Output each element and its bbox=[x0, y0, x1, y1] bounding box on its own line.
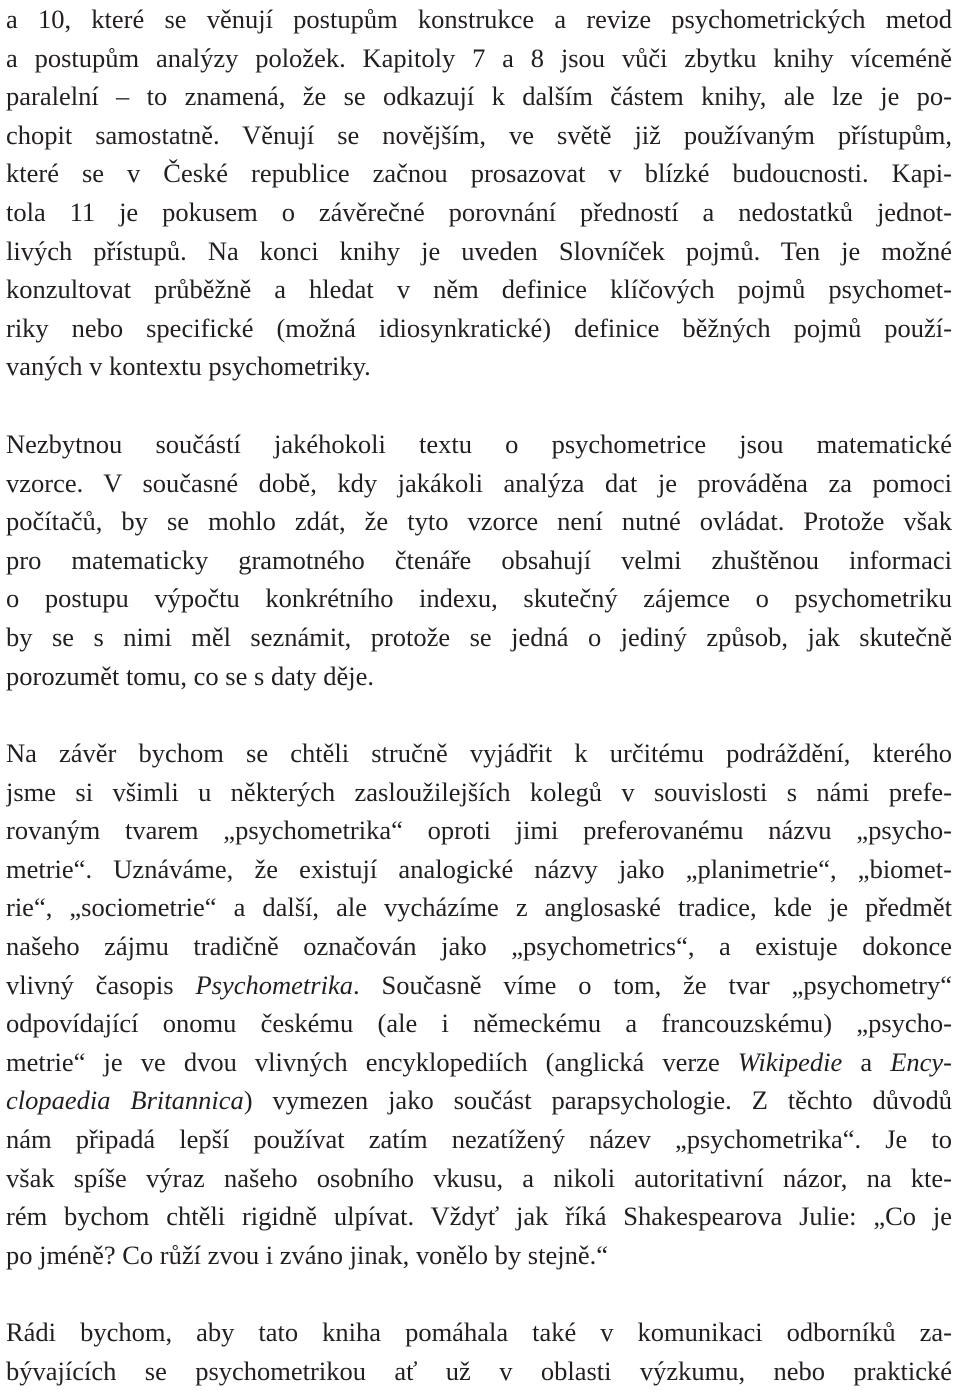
italic-text: Wikipedie bbox=[737, 1046, 843, 1077]
text-line bbox=[6, 1197, 952, 1236]
text-segment: porozumět tomu, co se s daty děje. bbox=[6, 660, 374, 691]
paragraph bbox=[6, 734, 952, 1274]
text-segment: rie“, „sociometrie“ a další, ale vycházíme z anglosaské tradice, kde je předmět bbox=[6, 892, 952, 923]
text-line bbox=[6, 464, 952, 503]
text-line bbox=[6, 811, 952, 850]
text-segment: Rádi bychom, aby tato kniha pomáhala také v komunikaci odborníků za- bbox=[6, 1317, 952, 1348]
text-segment: Na závěr bychom se chtěli stručně vyjádřit k určitému podráždění, kterého bbox=[6, 738, 952, 769]
text-segment: by se s nimi měl seznámit, protože se jedná o jediný způsob, jak skutečně bbox=[6, 621, 952, 652]
text-line bbox=[6, 232, 952, 271]
text-segment: odpovídající onomu českému (ale i německému a francouzskému) „psycho- bbox=[6, 1008, 952, 1039]
text-segment: metrie“ je ve dvou vlivných encyklopediích (anglická verze bbox=[6, 1046, 738, 1077]
text-line bbox=[6, 77, 952, 116]
text-segment: o postupu výpočtu konkrétního indexu, skutečný zájemce o psychometriku bbox=[6, 583, 952, 614]
text-line bbox=[6, 1236, 952, 1275]
text-segment: pro matematicky gramotného čtenáře obsahují velmi zhuštěnou informaci bbox=[6, 544, 952, 575]
text-line bbox=[6, 502, 952, 541]
text-segment: našeho zájmu tradičně označován jako „psychometrics“, a existuje dokonce bbox=[6, 931, 952, 962]
text-segment: bývajících se psychometrikou ať už v oblasti výzkumu, nebo praktické bbox=[6, 1356, 952, 1386]
text-segment: vzorce. V současné době, kdy jakákoli analýza dat je prováděna za pomoci bbox=[6, 467, 952, 498]
text-segment: paralelní – to znamená, že se odkazují k dalším částem knihy, ale lze je po- bbox=[6, 81, 952, 112]
text-line bbox=[6, 657, 952, 696]
text-segment: livých přístupů. Na konci knihy je uveden Slovníček pojmů. Ten je možné bbox=[6, 235, 952, 266]
text-segment: a bbox=[842, 1046, 891, 1077]
text-segment: tola 11 je pokusem o závěrečné porovnání předností a nedostatků jednot- bbox=[6, 196, 952, 227]
text-line bbox=[6, 39, 952, 78]
text-segment: nám připadá lepší používat zatím nezatížený název „psychometrika“. Je to bbox=[6, 1124, 952, 1155]
document-page bbox=[6, 0, 952, 1391]
text-segment: které se v České republice začnou prosazovat v blízké budoucnosti. Kapi- bbox=[6, 158, 952, 189]
text-line bbox=[6, 773, 952, 812]
text-segment: rém bychom chtěli rigidně ulpívat. Vždyť jak říká Shakespearova Julie: „Co je bbox=[6, 1201, 952, 1232]
text-line bbox=[6, 966, 952, 1005]
text-line bbox=[6, 888, 952, 927]
text-line bbox=[6, 1081, 952, 1120]
text-line bbox=[6, 116, 952, 155]
text-line bbox=[6, 1043, 952, 1082]
text-line bbox=[6, 1120, 952, 1159]
text-segment: však spíše výraz našeho osobního vkusu, a nikoli autoritativní názor, na kte- bbox=[6, 1162, 952, 1193]
text-segment: počítačů, by se mohlo zdát, že tyto vzorce není nutné ovládat. Protože však bbox=[6, 506, 952, 537]
text-line bbox=[6, 347, 952, 386]
text-segment: a 10, které se věnují postupům konstrukce a revize psychometrických metod bbox=[6, 4, 952, 34]
text-line bbox=[6, 193, 952, 232]
text-line bbox=[6, 270, 952, 309]
paragraph bbox=[6, 0, 952, 386]
text-line bbox=[6, 1352, 952, 1391]
text-line bbox=[6, 1159, 952, 1198]
text-line bbox=[6, 309, 952, 348]
paragraph-gap bbox=[6, 386, 952, 425]
italic-text: clopaedia Britannica bbox=[6, 1085, 244, 1116]
text-line bbox=[6, 618, 952, 657]
text-segment: rovaným tvarem „psychometrika“ oproti jimi preferovanému názvu „psycho- bbox=[6, 815, 952, 846]
text-line bbox=[6, 541, 952, 580]
text-line bbox=[6, 1313, 952, 1352]
text-line bbox=[6, 579, 952, 618]
text-line bbox=[6, 0, 952, 39]
paragraph-gap bbox=[6, 1274, 952, 1313]
text-segment: jsme si všimli u některých zasloužilejších kolegů v souvislosti s námi prefe- bbox=[6, 776, 952, 807]
text-line bbox=[6, 850, 952, 889]
text-segment: riky nebo specifické (možná idiosynkratické) definice běžných pojmů použí- bbox=[6, 312, 952, 343]
text-line bbox=[6, 734, 952, 773]
italic-text: Psychometrika bbox=[195, 969, 353, 1000]
text-segment: chopit samostatně. Věnují se novějším, ve světě již používaným přístupům, bbox=[6, 119, 952, 150]
paragraph bbox=[6, 425, 952, 695]
italic-text: Ency- bbox=[890, 1046, 952, 1077]
text-line bbox=[6, 927, 952, 966]
text-line bbox=[6, 1004, 952, 1043]
text-segment: metrie“. Uznáváme, že existují analogické názvy jako „planimetrie“, „biomet- bbox=[6, 853, 952, 884]
text-segment: Nezbytnou součástí jakéhokoli textu o psychometrice jsou matematické bbox=[6, 428, 952, 459]
text-segment: vaných v kontextu psychometriky. bbox=[6, 351, 371, 382]
text-line bbox=[6, 425, 952, 464]
text-segment: vlivný časopis bbox=[6, 969, 196, 1000]
text-segment: konzultovat průběžně a hledat v něm definice klíčových pojmů psychomet- bbox=[6, 274, 952, 305]
text-segment: ) vymezen jako součást parapsychologie. Z těchto důvodů bbox=[243, 1085, 952, 1116]
text-line bbox=[6, 154, 952, 193]
text-segment: a postupům analýzy položek. Kapitoly 7 a 8 jsou vůči zbytku knihy víceméně bbox=[6, 42, 952, 73]
paragraph-gap bbox=[6, 695, 952, 734]
text-segment: po jméně? Co růží zvou i zváno jinak, vonělo by stejně.“ bbox=[6, 1239, 608, 1270]
text-segment: . Současně víme o tom, že tvar „psychometry“ bbox=[352, 969, 952, 1000]
paragraph bbox=[6, 1313, 952, 1390]
